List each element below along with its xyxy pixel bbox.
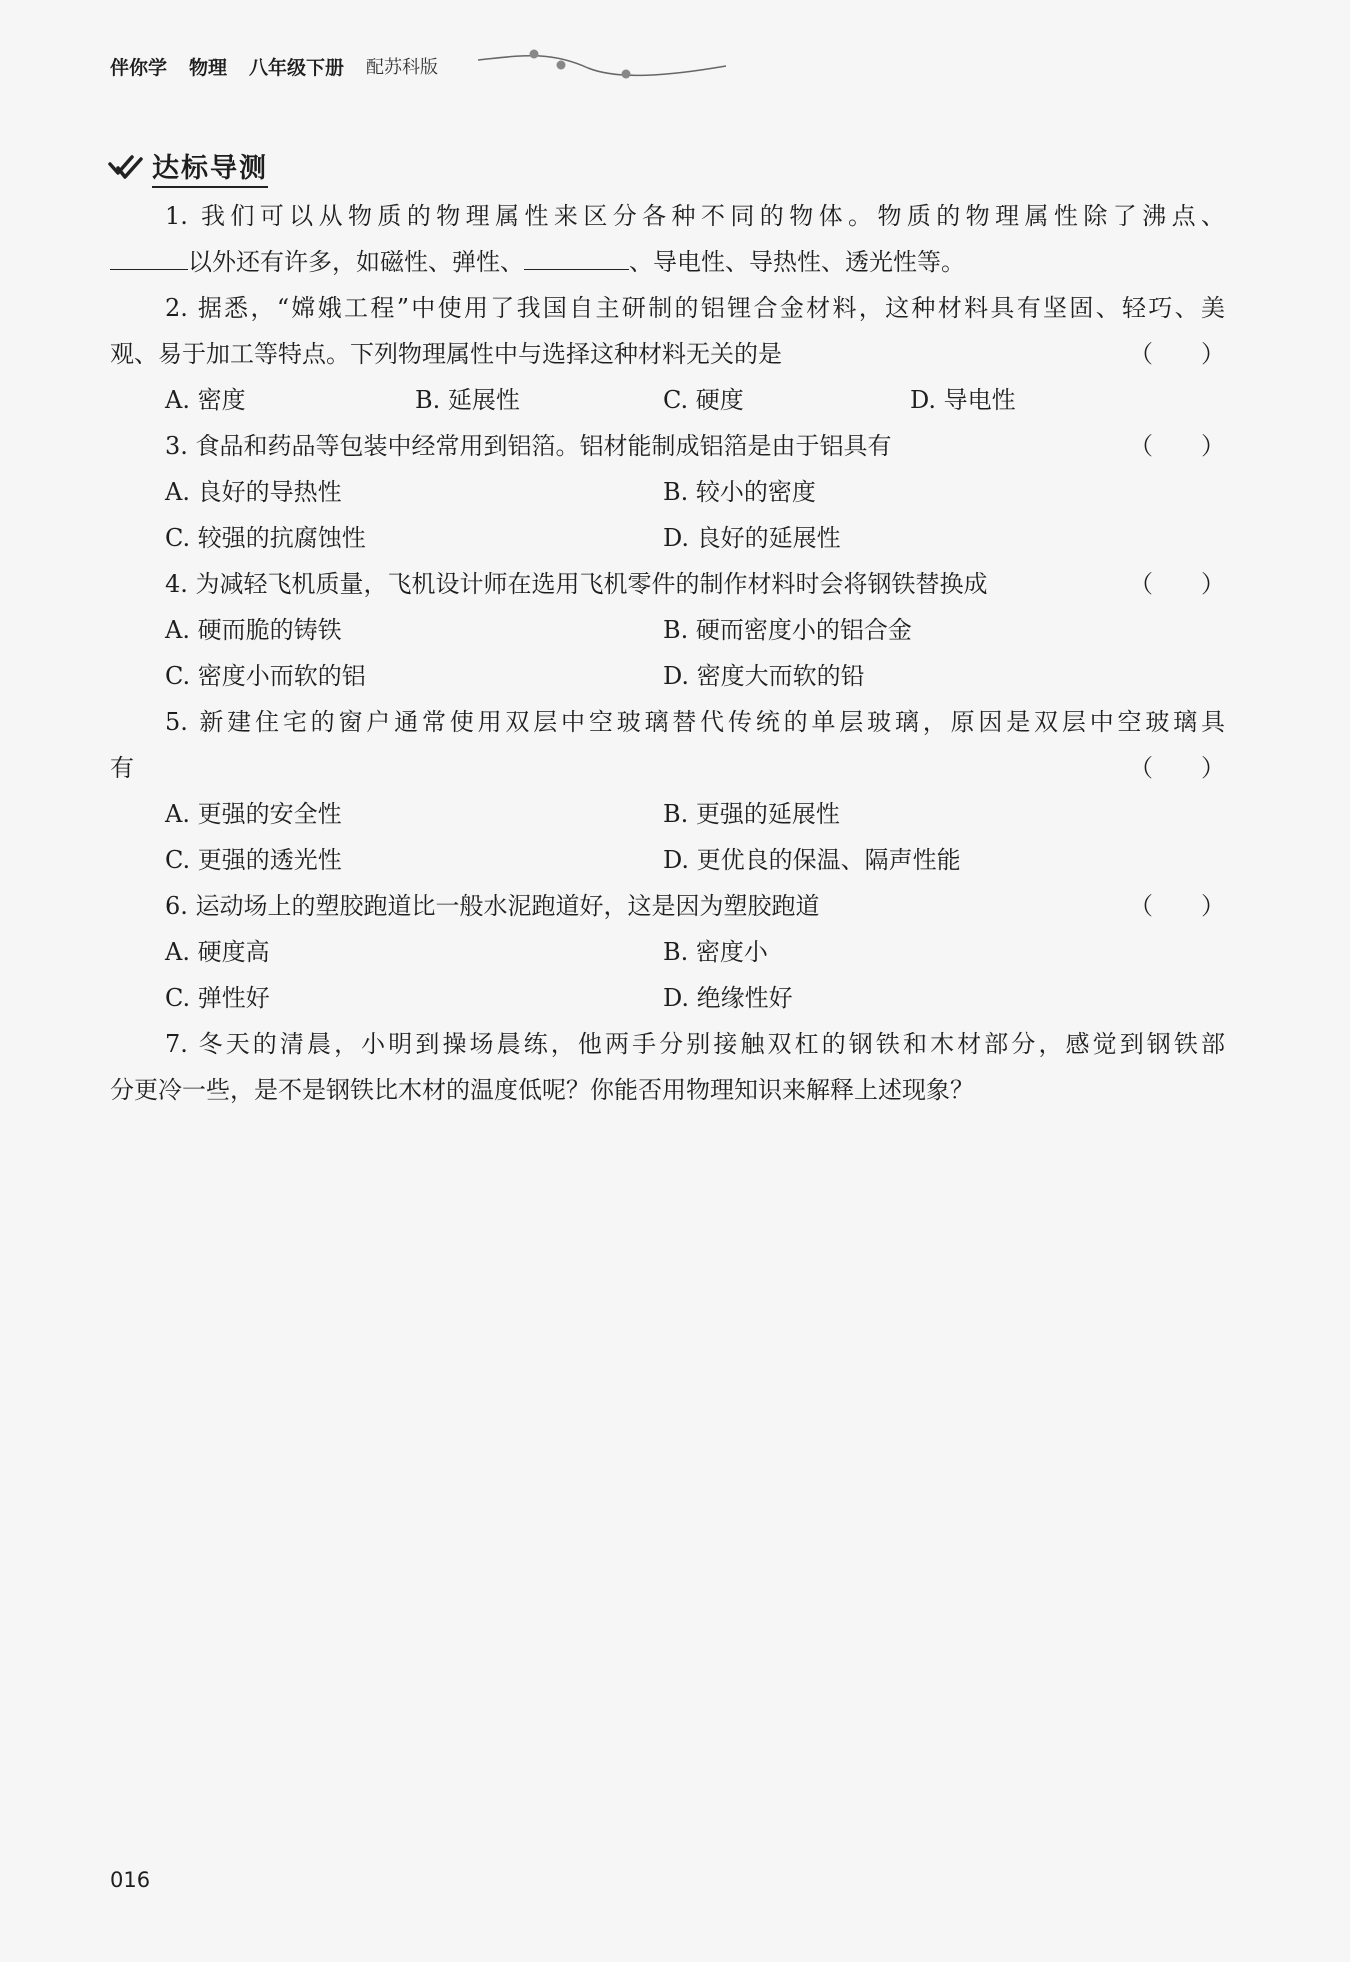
- header-brand: 伴你学: [110, 56, 168, 79]
- question-5-line-1: 5. 新建住宅的窗户通常使用双层中空玻璃替代传统的单层玻璃，原因是双层中空玻璃具: [165, 708, 1225, 736]
- option-d[interactable]: D. 密度大而软的铅: [663, 662, 865, 690]
- answer-parentheses[interactable]: （ ）: [1129, 570, 1225, 598]
- question-3-line-1: 3. 食品和药品等包装中经常用到铝箔。铝材能制成铝箔是由于铝具有 （ ）: [110, 426, 1225, 461]
- option-c[interactable]: C. 较强的抗腐蚀性: [165, 524, 366, 552]
- double-check-icon: [108, 154, 144, 180]
- question-2-line-2: 观、易于加工等特点。下列物理属性中与选择这种材料无关的是 （ ）: [110, 334, 1225, 369]
- option-a[interactable]: A. 密度: [165, 386, 246, 414]
- question-7-line-1: 7. 冬天的清晨，小明到操场晨练，他两手分别接触双杠的钢铁和木材部分，感觉到钢铁部: [165, 1030, 1225, 1058]
- answer-parentheses[interactable]: （ ）: [1129, 340, 1225, 368]
- header-grade: 八年级下册: [249, 56, 345, 79]
- option-b[interactable]: B. 更强的延展性: [663, 800, 840, 828]
- answer-blank[interactable]: [524, 245, 629, 270]
- option-b[interactable]: B. 硬而密度小的铝合金: [663, 616, 912, 644]
- section-heading: [108, 146, 268, 188]
- header-edition: 配苏科版: [366, 57, 439, 78]
- question-5-line-2: 有 （ ）: [110, 748, 1225, 783]
- option-b[interactable]: B. 较小的密度: [663, 478, 816, 506]
- question-2-line-1: 2. 据悉，“嫦娥工程”中使用了我国自主研制的铝锂合金材料，这种材料具有坚固、轻巧、美: [165, 294, 1225, 322]
- header-subject: 物理: [189, 56, 228, 79]
- page-number: 016: [110, 1868, 151, 1892]
- option-b[interactable]: B. 延展性: [415, 386, 520, 414]
- option-b[interactable]: B. 密度小: [663, 938, 768, 966]
- option-d[interactable]: D. 良好的延展性: [663, 524, 841, 552]
- answer-parentheses[interactable]: （ ）: [1129, 754, 1225, 782]
- answer-parentheses[interactable]: （ ）: [1129, 892, 1225, 920]
- answer-parentheses[interactable]: （ ）: [1129, 432, 1225, 460]
- option-c[interactable]: C. 更强的透光性: [165, 846, 342, 874]
- question-1-line-2: 以外还有许多，如磁性、弹性、 、导电性、导热性、透光性等。: [110, 242, 1225, 277]
- option-c[interactable]: C. 密度小而软的铝: [165, 662, 366, 690]
- option-c[interactable]: C. 弹性好: [165, 984, 270, 1012]
- option-a[interactable]: A. 硬度高: [165, 938, 270, 966]
- option-a[interactable]: A. 更强的安全性: [165, 800, 342, 828]
- option-a[interactable]: A. 良好的导热性: [165, 478, 342, 506]
- header-decoration-icon: [478, 46, 728, 86]
- option-d[interactable]: D. 更优良的保温、隔声性能: [663, 846, 961, 874]
- question-4-line-1: 4. 为减轻飞机质量，飞机设计师在选用飞机零件的制作材料时会将钢铁替换成 （ ）: [110, 564, 1225, 599]
- page-header: [110, 46, 450, 86]
- section-title: 达标导测: [152, 146, 268, 188]
- option-a[interactable]: A. 硬而脆的铸铁: [165, 616, 342, 644]
- question-7-line-2: 分更冷一些，是不是钢铁比木材的温度低呢？你能否用物理知识来解释上述现象？: [110, 1076, 974, 1104]
- question-6-line-1: 6. 运动场上的塑胶跑道比一般水泥跑道好，这是因为塑胶跑道 （ ）: [110, 886, 1225, 921]
- option-d[interactable]: D. 绝缘性好: [663, 984, 793, 1012]
- question-1-line-1: 1. 我们可以从物质的物理属性来区分各种不同的物体。物质的物理属性除了沸点、: [165, 202, 1225, 230]
- answer-blank[interactable]: [110, 245, 188, 270]
- option-d[interactable]: D. 导电性: [910, 386, 1016, 414]
- option-c[interactable]: C. 硬度: [663, 386, 744, 414]
